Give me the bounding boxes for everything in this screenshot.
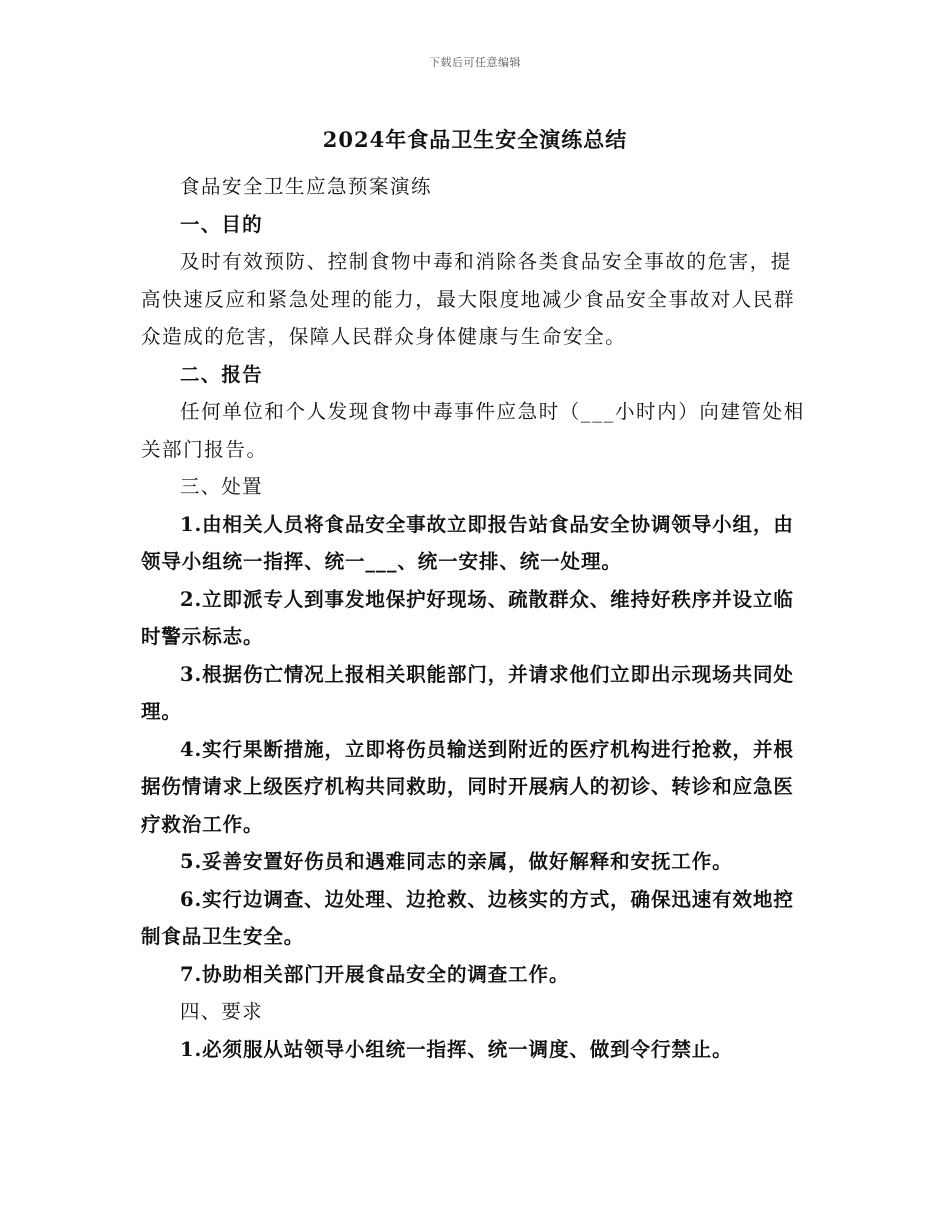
handling-item-4: 4.实行果断措施，立即将伤员输送到附近的医疗机构进行抢救，并根据伤情请求上级医疗机构共同救助，同时开展病人的初诊、转诊和应急医疗救治工作。	[141, 737, 794, 836]
document-title: 2024年食品卫生安全演练总结	[322, 127, 628, 152]
handling-item-6: 6.实行边调查、边处理、边抢救、边核实的方式，确保迅速有效地控制食品卫生安全。	[141, 887, 794, 948]
section-heading-report: 二、报告	[180, 362, 263, 386]
handling-item-7: 7.协助相关部门开展食品安全的调查工作。	[180, 962, 570, 986]
section-heading-purpose: 一、目的	[180, 212, 263, 236]
purpose-paragraph: 及时有效预防、控制食物中毒和消除各类食品安全事故的危害，提高快速反应和紧急处理的能力，最大限度地减少食品安全事故对人民群众造成的危害，保障人民群众身体健康与生命安全。	[141, 250, 796, 348]
header-note: 下载后可任意编辑	[429, 56, 521, 69]
section-heading-requirements: 四、要求	[180, 1000, 263, 1023]
requirements-item-1: 1.必须服从站领导小组统一指挥、统一调度、做到令行禁止。	[180, 1037, 733, 1061]
intro-paragraph: 食品安全卫生应急预案演练	[180, 175, 433, 198]
handling-item-2: 2.立即派专人到事发地保护好现场、疏散群众、维持好秩序并设立临时警示标志。	[141, 587, 794, 648]
document-body	[141, 168, 811, 1068]
handling-item-5: 5.妥善安置好伤员和遇难同志的亲属，做好解释和安抚工作。	[180, 850, 733, 873]
report-paragraph: 任何单位和个人发现食物中毒事件应急时（___小时内）向建管处相关部门报告。	[141, 400, 805, 461]
handling-item-3: 3.根据伤亡情况上报相关职能部门，并请求他们立即出示现场共同处理。	[141, 662, 794, 723]
handling-item-1: 1.由相关人员将食品安全事故立即报告站食品安全协调领导小组，由领导小组统一指挥、统一___、统一安排、统一处理。	[141, 512, 794, 573]
section-heading-handling: 三、处置	[180, 475, 263, 498]
